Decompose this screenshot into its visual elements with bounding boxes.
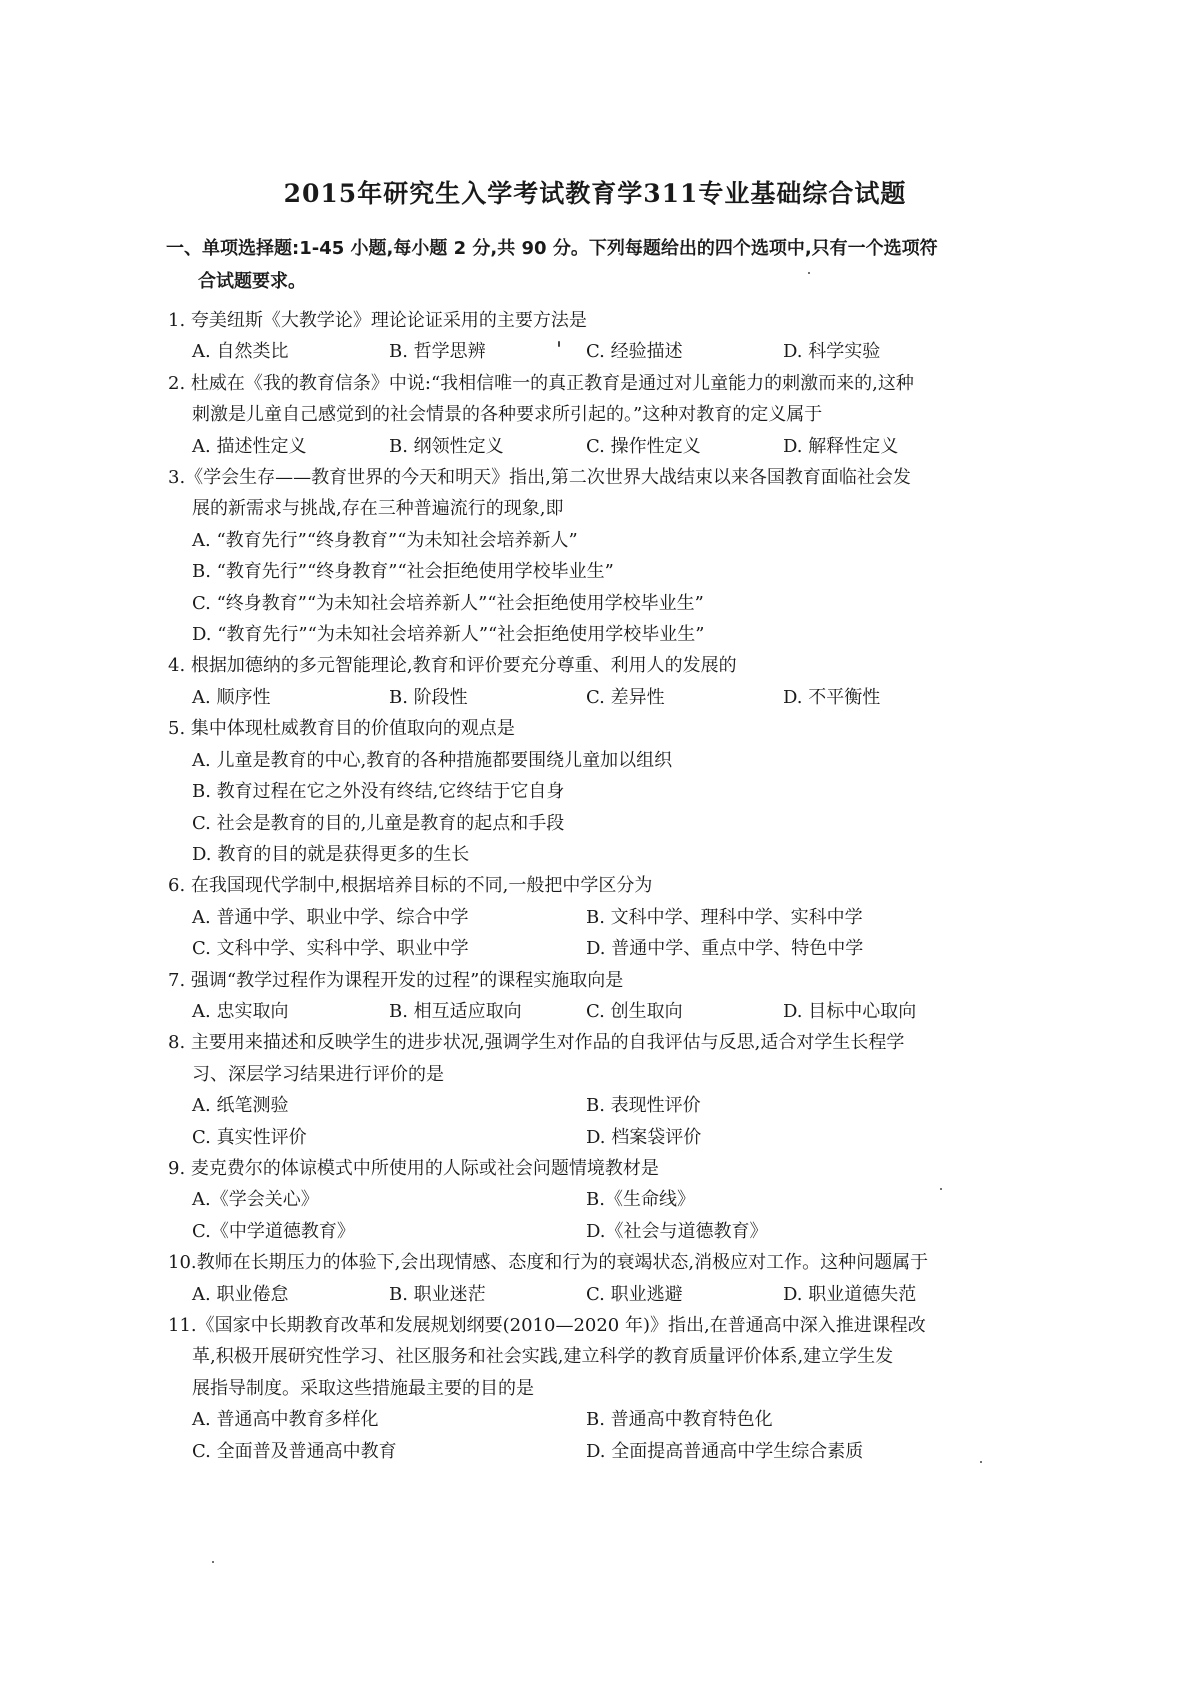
question-stem: 2. 杜威在《我的教育信条》中说:“我相信唯一的真正教育是通过对儿童能力的刺激而来的,这种 <box>168 372 914 394</box>
option-b: B. 阶段性 <box>389 686 468 708</box>
question-8 <box>168 1027 1048 1153</box>
option-d: D. 普通中学、重点中学、特色中学 <box>586 938 864 960</box>
option-row <box>168 682 1048 713</box>
option-row <box>168 1436 1048 1467</box>
question-11 <box>168 1310 1048 1467</box>
section-heading <box>166 232 1046 298</box>
option-c: C. 文科中学、实科中学、职业中学 <box>192 938 469 960</box>
option-b: B.《生命线》 <box>586 1189 695 1211</box>
option-d: D. 科学实验 <box>783 341 881 363</box>
question-10 <box>168 1247 1048 1310</box>
option-d: D. 全面提高普通高中学生综合素质 <box>586 1440 864 1462</box>
option-a: A.《学会关心》 <box>192 1189 319 1211</box>
option-d: D. 职业道德失范 <box>783 1283 917 1305</box>
question-stem: 11.《国家中长期教育改革和发展规划纲要(2010—2020 年)》指出,在普通高中深入推进课程改 <box>168 1315 926 1336</box>
question-stem: 8. 主要用来描述和反映学生的进步状况,强调学生对作品的自我评估与反思,适合对学生长程学 <box>168 1032 905 1054</box>
option-d: D. 教育的目的就是获得更多的生长 <box>192 843 470 865</box>
option-row <box>168 1122 1048 1153</box>
scan-speck <box>980 1461 982 1463</box>
question-stem: 4. 根据加德纳的多元智能理论,教育和评价要充分尊重、利用人的发展的 <box>168 655 737 677</box>
section-heading-line: 一、单项选择题:1-45 小题,每小题 2 分,共 90 分。下列每题给出的四个选项中,只有一个选项符 <box>166 238 938 259</box>
option-c: C.《中学道德教育》 <box>192 1220 355 1242</box>
question-stem: 10.教师在长期压力的体验下,会出现情感、态度和行为的衰竭状态,消极应对工作。这种问题属于 <box>168 1252 929 1274</box>
option-row <box>168 902 1048 933</box>
question-stem: 3.《学会生存——教育世界的今天和明天》指出,第二次世界大战结束以来各国教育面临社会发 <box>168 467 911 489</box>
scan-speck <box>558 341 560 347</box>
question-stem-continued: 习、深层学习结果进行评价的是 <box>192 1063 444 1085</box>
option-row <box>168 1184 1048 1215</box>
option-c: C. 社会是教育的目的,儿童是教育的起点和手段 <box>192 812 565 834</box>
option-a: A. 普通中学、职业中学、综合中学 <box>192 906 469 928</box>
option-row <box>168 431 1048 462</box>
option-a: A. 普通高中教育多样化 <box>192 1409 379 1431</box>
question-9 <box>168 1153 1048 1247</box>
section-heading-line: 合试题要求。 <box>198 271 306 292</box>
option-d: D. “教育先行”“为未知社会培养新人”“社会拒绝使用学校毕业生” <box>192 624 705 646</box>
option-c: C. “终身教育”“为未知社会培养新人”“社会拒绝使用学校毕业生” <box>192 592 704 614</box>
option-b: B. 教育过程在它之外没有终结,它终结于它自身 <box>192 781 565 803</box>
option-row <box>168 1216 1048 1247</box>
option-row <box>168 996 1048 1027</box>
option-a: A. 忠实取向 <box>192 1000 289 1022</box>
page-title: 2015年研究生入学考试教育学311专业基础综合试题 <box>283 179 907 208</box>
question-stem-continued: 展指导制度。采取这些措施最主要的目的是 <box>192 1377 534 1399</box>
option-a: A. 纸笔测验 <box>192 1095 289 1117</box>
question-stem-continued: 刺激是儿童自己感觉到的社会情景的各种要求所引起的。”这种对教育的定义属于 <box>192 404 823 426</box>
scan-speck <box>940 1188 942 1190</box>
question-stem: 6. 在我国现代学制中,根据培养目标的不同,一般把中学区分为 <box>168 875 653 897</box>
option-row <box>168 336 1048 367</box>
option-b: B. “教育先行”“终身教育”“社会拒绝使用学校毕业生” <box>192 561 614 583</box>
option-b: B. 纲领性定义 <box>389 435 504 457</box>
question-4 <box>168 650 1048 713</box>
option-b: B. 文科中学、理科中学、实科中学 <box>586 906 863 928</box>
option-b: B. 表现性评价 <box>586 1095 701 1117</box>
option-c: C. 创生取向 <box>586 1000 683 1022</box>
question-2 <box>168 368 1048 462</box>
option-a: A. “教育先行”“终身教育”“为未知社会培养新人” <box>192 529 578 551</box>
question-6 <box>168 870 1048 964</box>
option-d: D. 不平衡性 <box>783 686 881 708</box>
question-stem-continued: 革,积极开展研究性学习、社区服务和社会实践,建立科学的教育质量评价体系,建立学生发 <box>192 1346 894 1368</box>
question-list <box>168 305 1048 1467</box>
question-5 <box>168 713 1048 870</box>
option-c: C. 操作性定义 <box>586 435 701 457</box>
option-c: C. 真实性评价 <box>192 1126 307 1148</box>
option-d: D. 目标中心取向 <box>783 1000 917 1022</box>
option-b: B. 职业迷茫 <box>389 1283 486 1305</box>
option-row <box>168 1404 1048 1435</box>
scan-speck <box>212 1561 214 1563</box>
question-stem: 7. 强调“教学过程作为课程开发的过程”的课程实施取向是 <box>168 969 624 991</box>
question-7 <box>168 965 1048 1028</box>
question-1 <box>168 305 1048 368</box>
option-c: C. 全面普及普通高中教育 <box>192 1440 397 1462</box>
option-a: A. 自然类比 <box>192 341 289 363</box>
option-d: D. 解释性定义 <box>783 435 899 457</box>
option-b: B. 哲学思辨 <box>389 341 486 363</box>
option-a: A. 儿童是教育的中心,教育的各种措施都要围绕儿童加以组织 <box>192 749 673 771</box>
question-stem: 9. 麦克费尔的体谅模式中所使用的人际或社会问题情境教材是 <box>168 1157 659 1179</box>
scan-speck <box>808 272 810 274</box>
option-row <box>168 1090 1048 1121</box>
option-a: A. 职业倦怠 <box>192 1283 289 1305</box>
question-3 <box>168 462 1048 650</box>
question-stem-continued: 展的新需求与挑战,存在三种普遍流行的现象,即 <box>192 498 564 520</box>
option-c: C. 职业逃避 <box>586 1283 683 1305</box>
option-b: B. 普通高中教育特色化 <box>586 1409 773 1431</box>
option-a: A. 描述性定义 <box>192 435 307 457</box>
option-c: C. 经验描述 <box>586 341 683 363</box>
option-d: D. 档案袋评价 <box>586 1126 702 1148</box>
question-stem: 5. 集中体现杜威教育目的价值取向的观点是 <box>168 718 515 740</box>
option-row <box>168 933 1048 964</box>
option-a: A. 顺序性 <box>192 686 271 708</box>
option-b: B. 相互适应取向 <box>389 1000 522 1022</box>
option-d: D.《社会与道德教育》 <box>586 1220 768 1242</box>
option-c: C. 差异性 <box>586 686 665 708</box>
question-stem: 1. 夸美纽斯《大教学论》理论论证采用的主要方法是 <box>168 310 587 331</box>
option-row <box>168 1279 1048 1310</box>
